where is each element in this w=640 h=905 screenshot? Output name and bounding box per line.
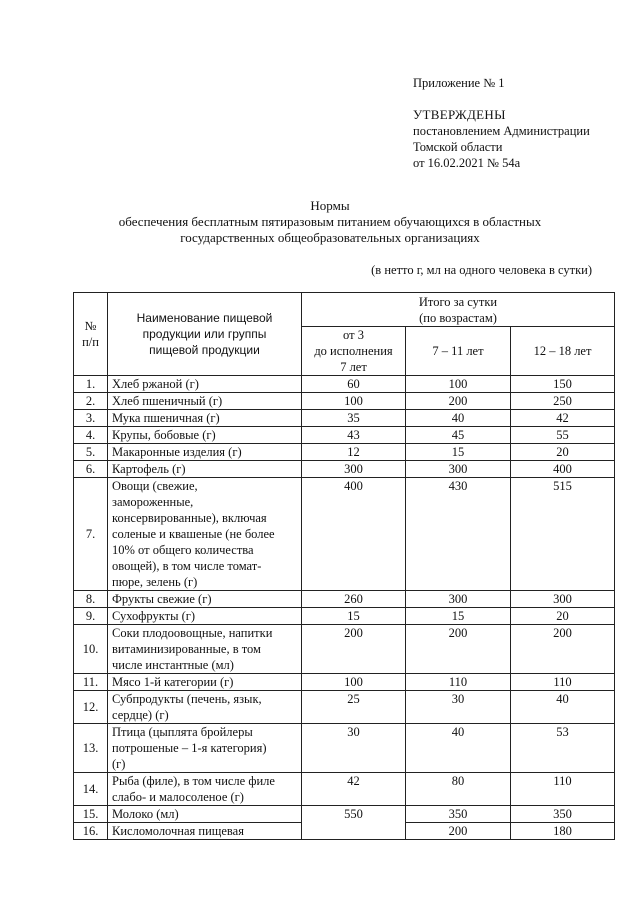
norm-value: 110 <box>511 674 615 691</box>
norm-value: 400 <box>511 461 615 478</box>
norm-value: 300 <box>406 591 511 608</box>
approval-line: Томской области <box>413 140 503 154</box>
unit-note: (в нетто г, мл на одного человека в сутки) <box>371 263 592 277</box>
norm-value: 150 <box>511 376 615 393</box>
norm-value: 250 <box>511 393 615 410</box>
product-name: Кисломолочная пищевая <box>108 823 302 840</box>
norm-value: 200 <box>406 823 511 840</box>
norm-value: 110 <box>406 674 511 691</box>
approval-line: от 16.02.2021 № 54а <box>413 156 521 170</box>
norm-value: 400 <box>302 478 406 591</box>
document-heading <box>70 198 590 246</box>
header-product-name: Наименование пищевой продукции или группы пищевой продукции <box>108 293 302 376</box>
norm-value: 200 <box>511 625 615 674</box>
norm-value: 12 <box>302 444 406 461</box>
approval-line: постановлением Администрации <box>413 124 590 138</box>
product-name: Хлеб ржаной (г) <box>108 376 302 393</box>
table-row <box>74 608 615 625</box>
heading-line: обеспечения бесплатным пятиразовым питанием обучающихся в областных <box>118 214 542 229</box>
approved-word: УТВЕРЖДЕНЫ <box>413 107 506 122</box>
table-row <box>74 625 615 674</box>
row-number: 5. <box>74 444 108 461</box>
norm-value: 100 <box>302 393 406 410</box>
table-row <box>74 773 615 806</box>
product-name: Птица (цыплята бройлеры потрошеные – 1-я категория) (г) <box>108 724 302 773</box>
table-row <box>74 478 615 591</box>
norm-value: 25 <box>302 691 406 724</box>
norm-value: 100 <box>302 674 406 691</box>
norm-value: 20 <box>511 444 615 461</box>
table-row <box>74 806 615 823</box>
approval-block <box>413 107 590 171</box>
product-name: Субпродукты (печень, язык, сердце) (г) <box>108 691 302 724</box>
row-number: 8. <box>74 591 108 608</box>
norm-value: 40 <box>511 691 615 724</box>
row-number: 4. <box>74 427 108 444</box>
norm-value: 350 <box>511 806 615 823</box>
row-number: 14. <box>74 773 108 806</box>
norm-value: 515 <box>511 478 615 591</box>
norm-value: 30 <box>406 691 511 724</box>
norm-value: 43 <box>302 427 406 444</box>
product-name: Макаронные изделия (г) <box>108 444 302 461</box>
row-number: 11. <box>74 674 108 691</box>
table-row <box>74 393 615 410</box>
norm-value: 430 <box>406 478 511 591</box>
norm-value: 180 <box>511 823 615 840</box>
norm-value: 15 <box>406 608 511 625</box>
norm-value: 100 <box>406 376 511 393</box>
row-number: 7. <box>74 478 108 591</box>
norm-value: 15 <box>302 608 406 625</box>
header-age-7-11: 7 – 11 лет <box>406 327 511 376</box>
table-row <box>74 410 615 427</box>
product-name: Молоко (мл) <box>108 806 302 823</box>
norm-value: 300 <box>302 461 406 478</box>
norm-value: 200 <box>406 625 511 674</box>
row-number: 10. <box>74 625 108 674</box>
norm-value: 45 <box>406 427 511 444</box>
norm-value: 200 <box>302 625 406 674</box>
product-name: Мука пшеничная (г) <box>108 410 302 427</box>
product-name: Овощи (свежие, замороженные, консервированные), включая соленые и квашеные (не более 10% от общего количества овощей), в том числе томат- пюре, зелень (г) <box>108 478 302 591</box>
norm-value: 300 <box>511 591 615 608</box>
table-row <box>74 376 615 393</box>
row-number: 1. <box>74 376 108 393</box>
norm-value: 350 <box>406 806 511 823</box>
table-row <box>74 427 615 444</box>
table-row <box>74 591 615 608</box>
product-name: Крупы, бобовые (г) <box>108 427 302 444</box>
table-row <box>74 444 615 461</box>
row-number: 16. <box>74 823 108 840</box>
norm-value: 300 <box>406 461 511 478</box>
norm-value: 110 <box>511 773 615 806</box>
row-number: 9. <box>74 608 108 625</box>
header-age-3-7: от 3 до исполнения 7 лет <box>302 327 406 376</box>
row-number: 15. <box>74 806 108 823</box>
heading-line: государственных общеобразовательных организациях <box>180 230 480 245</box>
row-number: 12. <box>74 691 108 724</box>
norm-value: 200 <box>406 393 511 410</box>
norms-table <box>73 292 615 840</box>
table-row <box>74 674 615 691</box>
header-number: № п/п <box>74 293 108 376</box>
header-age-12-18: 12 – 18 лет <box>511 327 615 376</box>
norm-value: 260 <box>302 591 406 608</box>
norm-value: 42 <box>302 773 406 806</box>
row-number: 3. <box>74 410 108 427</box>
product-name: Мясо 1-й категории (г) <box>108 674 302 691</box>
product-name: Рыба (филе), в том числе филе слабо- и малосоленое (г) <box>108 773 302 806</box>
row-number: 13. <box>74 724 108 773</box>
norm-value: 40 <box>406 410 511 427</box>
norms-table-body <box>74 376 615 840</box>
norm-value: 15 <box>406 444 511 461</box>
table-row <box>74 461 615 478</box>
appendix-number: Приложение № 1 <box>413 76 505 90</box>
row-number: 6. <box>74 461 108 478</box>
norm-value: 60 <box>302 376 406 393</box>
product-name: Хлеб пшеничный (г) <box>108 393 302 410</box>
heading-title: Нормы <box>310 198 350 213</box>
product-name: Картофель (г) <box>108 461 302 478</box>
product-name: Соки плодоовощные, напитки витаминизированные, в том числе инстантные (мл) <box>108 625 302 674</box>
norm-value: 55 <box>511 427 615 444</box>
row-number: 2. <box>74 393 108 410</box>
product-name: Фрукты свежие (г) <box>108 591 302 608</box>
header-daily-total: Итого за сутки (по возрастам) <box>302 293 615 327</box>
norm-value: 40 <box>406 724 511 773</box>
norm-value: 53 <box>511 724 615 773</box>
norm-value: 20 <box>511 608 615 625</box>
table-row <box>74 724 615 773</box>
norm-value: 550 <box>302 806 406 840</box>
product-name: Сухофрукты (г) <box>108 608 302 625</box>
norm-value: 30 <box>302 724 406 773</box>
norm-value: 80 <box>406 773 511 806</box>
norm-value: 42 <box>511 410 615 427</box>
table-row <box>74 691 615 724</box>
norm-value: 35 <box>302 410 406 427</box>
